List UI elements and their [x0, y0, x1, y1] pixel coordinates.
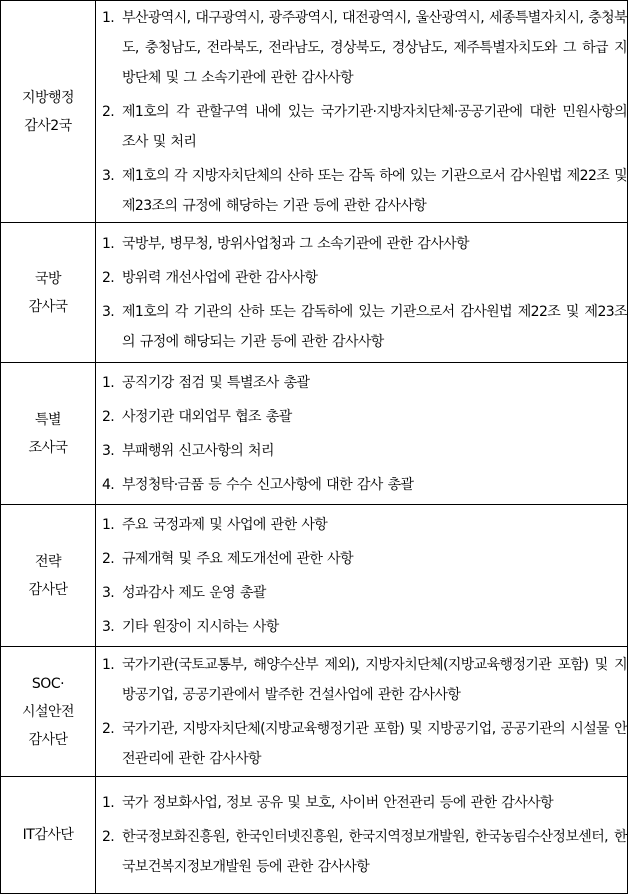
duty-text: 기타 원장이 지시하는 사항 [122, 618, 279, 635]
department-name-line: 감사국 [28, 298, 68, 315]
department-name-cell [1, 777, 96, 894]
department-name-line: 감사단 [28, 581, 68, 598]
duty-number: 1. [102, 656, 115, 673]
duty-item [96, 402, 627, 432]
duty-text: 규제개혁 및 주요 제도개선에 관한 사항 [122, 550, 354, 567]
duty-item [96, 263, 627, 293]
duty-text: 제1호의 각 관할구역 내에 있는 국가기관·지방자치단체·공공기관에 대한 민원사항의 조사 및 처리 [122, 103, 627, 150]
duty-item [96, 544, 627, 574]
duty-text: 성과감사 제도 운영 총괄 [122, 584, 266, 601]
duties-cell [96, 363, 628, 505]
duty-text: 방위력 개선사업에 관한 감사사항 [122, 269, 318, 286]
department-name-line: SOC· [31, 675, 65, 692]
duty-item [96, 436, 627, 466]
duty-text: 국가 정보화사업, 정보 공유 및 보호, 사이버 안전관리 등에 관한 감사사항 [122, 795, 553, 811]
department-name-line: 조사국 [28, 439, 68, 456]
department-name-line: 특별 [34, 411, 62, 428]
duty-number: 1. [102, 795, 115, 811]
table-row [1, 363, 628, 505]
duty-item [96, 161, 627, 221]
duties-cell [96, 505, 628, 647]
department-name-cell [1, 363, 96, 505]
duty-text: 한국정보화진흥원, 한국인터넷진흥원, 한국지역정보개발원, 한국농림수산정보센터, 한국보건복지정보개발원 등에 관한 감사사항 [122, 829, 627, 875]
duty-item [96, 297, 627, 357]
department-name-line: IT감사단 [22, 827, 74, 843]
duty-number: 2. [102, 269, 115, 286]
duty-number: 1. [102, 9, 115, 26]
duty-item [96, 229, 627, 259]
duty-number: 4. [102, 476, 115, 493]
duty-item [96, 612, 627, 642]
department-name-line: 시설안전 [21, 703, 75, 720]
duty-number: 3. [102, 618, 115, 635]
duty-text: 주요 국정과제 및 사업에 관한 사항 [122, 516, 328, 533]
duty-text: 제1호의 각 지방자치단체의 산하 또는 감독 하에 있는 기관으로서 감사원법 제22조 및 제23조의 규정에 해당하는 기관 등에 관한 감사사항 [122, 167, 627, 214]
table-row [1, 505, 628, 647]
duty-text: 사정기관 대외업무 협조 총괄 [122, 408, 292, 425]
duty-text: 국가기관, 지방자치단체(지방교육행정기관 포함) 및 지방공기업, 공공기관의 시설물 안전관리에 관한 감사사항 [122, 720, 627, 767]
duty-item [96, 788, 627, 818]
department-name-line: 감사단 [28, 731, 68, 748]
duty-number: 2. [102, 103, 115, 120]
duty-number: 3. [102, 584, 115, 601]
duty-item [96, 97, 627, 157]
duty-text: 제1호의 각 기관의 산하 또는 감독하에 있는 기관으로서 감사원법 제22조 및 제23조의 규정에 해당되는 기관 등에 관한 감사사항 [122, 303, 627, 350]
duty-number: 3. [102, 167, 115, 184]
duty-number: 1. [102, 516, 115, 533]
duty-number: 1. [102, 235, 115, 252]
duty-number: 1. [102, 374, 115, 391]
duty-item [96, 368, 627, 398]
table-row [1, 1, 628, 223]
duty-item [96, 578, 627, 608]
duty-number: 2. [102, 720, 115, 737]
duty-number: 3. [102, 442, 115, 459]
table-row [1, 647, 628, 777]
duty-number: 2. [102, 408, 115, 425]
duty-item [96, 822, 627, 882]
department-name-line: 지방행정 [21, 89, 75, 106]
duty-item [96, 510, 627, 540]
duty-number: 3. [102, 303, 115, 320]
department-name-cell [1, 647, 96, 777]
duties-cell [96, 1, 628, 223]
duty-number: 2. [102, 550, 115, 567]
duty-number: 2. [102, 829, 115, 845]
department-name-line: 국방 [34, 270, 62, 287]
duty-text: 국방부, 병무청, 방위사업청과 그 소속기관에 관한 감사사항 [122, 235, 469, 252]
table-row [1, 777, 628, 894]
duty-text: 국가기관(국토교통부, 해양수산부 제외), 지방자치단체(지방교육행정기관 포함) 및 지방공기업, 공공기관에서 발주한 건설사업에 관한 감사사항 [122, 656, 627, 703]
duty-text: 공직기강 점검 및 특별조사 총괄 [122, 374, 310, 391]
duty-text: 부산광역시, 대구광역시, 광주광역시, 대전광역시, 울산광역시, 세종특별자치시, 충청북도, 충청남도, 전라북도, 전라남도, 경상북도, 경상남도, 제주특별자치도와 그 하급 지방단체 및 그 소속기관에 관한 감사사항 [122, 9, 627, 86]
department-name-line: 감사2국 [24, 117, 72, 134]
duty-text: 부패행위 신고사항의 처리 [122, 442, 274, 459]
duty-text: 부정청탁·금품 등 수수 신고사항에 대한 감사 총괄 [122, 476, 414, 493]
duties-cell [96, 223, 628, 363]
duties-cell [96, 647, 628, 777]
department-name-cell [1, 505, 96, 647]
department-name-line: 전략 [34, 553, 62, 570]
duty-item [96, 714, 627, 774]
duty-item [96, 650, 627, 710]
table-row [1, 223, 628, 363]
duties-cell [96, 777, 628, 894]
duty-item [96, 470, 627, 500]
department-name-cell [1, 223, 96, 363]
department-name-cell [1, 1, 96, 223]
duty-item [96, 3, 627, 93]
